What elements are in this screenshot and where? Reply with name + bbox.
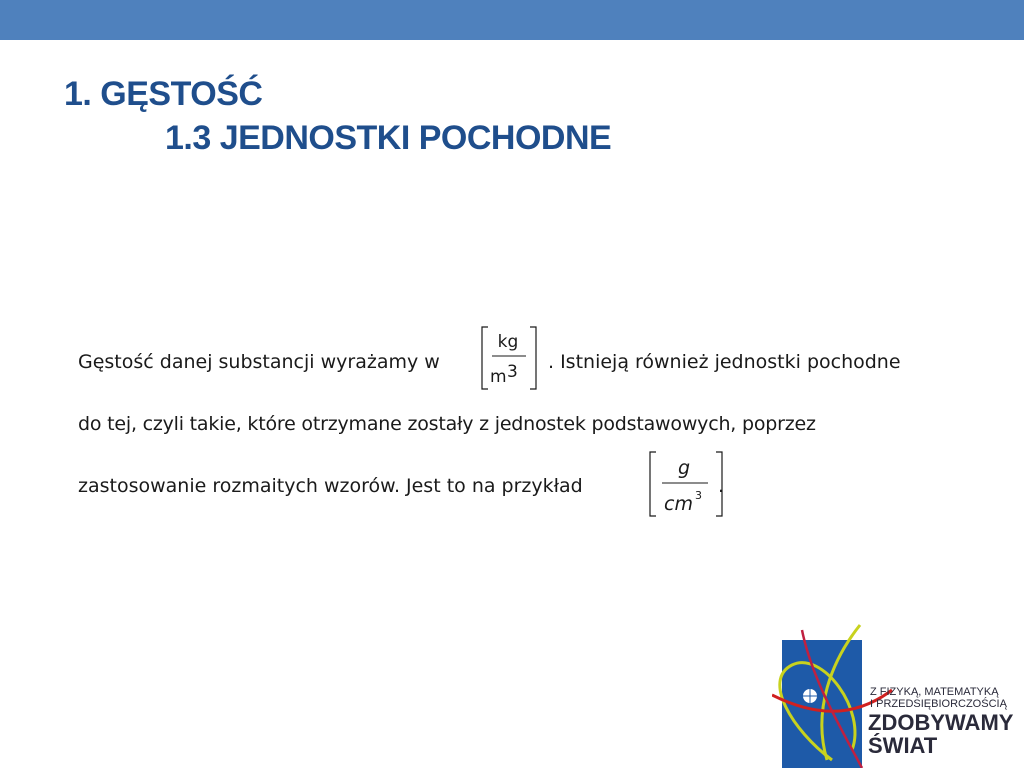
unit-kg-per-m3: [478, 325, 540, 398]
unit1-numerator: kg: [497, 332, 519, 352]
logo-tagline-2: I PRZEDSIĘBIORCZOŚCIĄ: [870, 698, 1007, 710]
paragraph-line1-start: Gęstość danej substancji wyrażamy w: [78, 351, 440, 373]
slide-title: 1. GĘSTOŚĆ: [64, 75, 263, 113]
bracket-left: [482, 327, 488, 389]
unit1-denominator: m: [490, 367, 507, 387]
unit2-exponent: 3: [695, 489, 702, 502]
logo-tagline-1: Z FIZYKĄ, MATEMATYKĄ: [870, 686, 999, 698]
unit-kg-per-m3-formula: [478, 325, 540, 393]
bracket-right: [530, 327, 536, 389]
logo-name-1: ZDOBYWAMY: [868, 710, 1014, 735]
unit1-exponent: 3: [507, 362, 518, 382]
bracket-left: [650, 452, 656, 516]
paragraph-line1-end: . Istnieją również jednostki pochodne: [548, 351, 901, 373]
unit-g-per-cm3-formula: [646, 450, 726, 520]
paragraph-line3-end: .: [718, 475, 725, 497]
unit2-numerator: g: [677, 457, 691, 479]
paragraph-line3-start: zastosowanie rozmaitych wzorów. Jest to na przykład: [78, 475, 583, 497]
top-banner: [0, 0, 1024, 40]
slide-subtitle: 1.3 JEDNOSTKI POCHODNE: [165, 119, 612, 157]
logo-name-2: ŚWIAT: [868, 733, 938, 758]
project-logo: [772, 620, 1024, 768]
unit2-denominator: cm: [664, 493, 693, 515]
paragraph-line2: do tej, czyli takie, które otrzymane zostały z jednostek podstawowych, poprzez: [78, 413, 816, 435]
unit-g-per-cm3: [646, 450, 726, 525]
